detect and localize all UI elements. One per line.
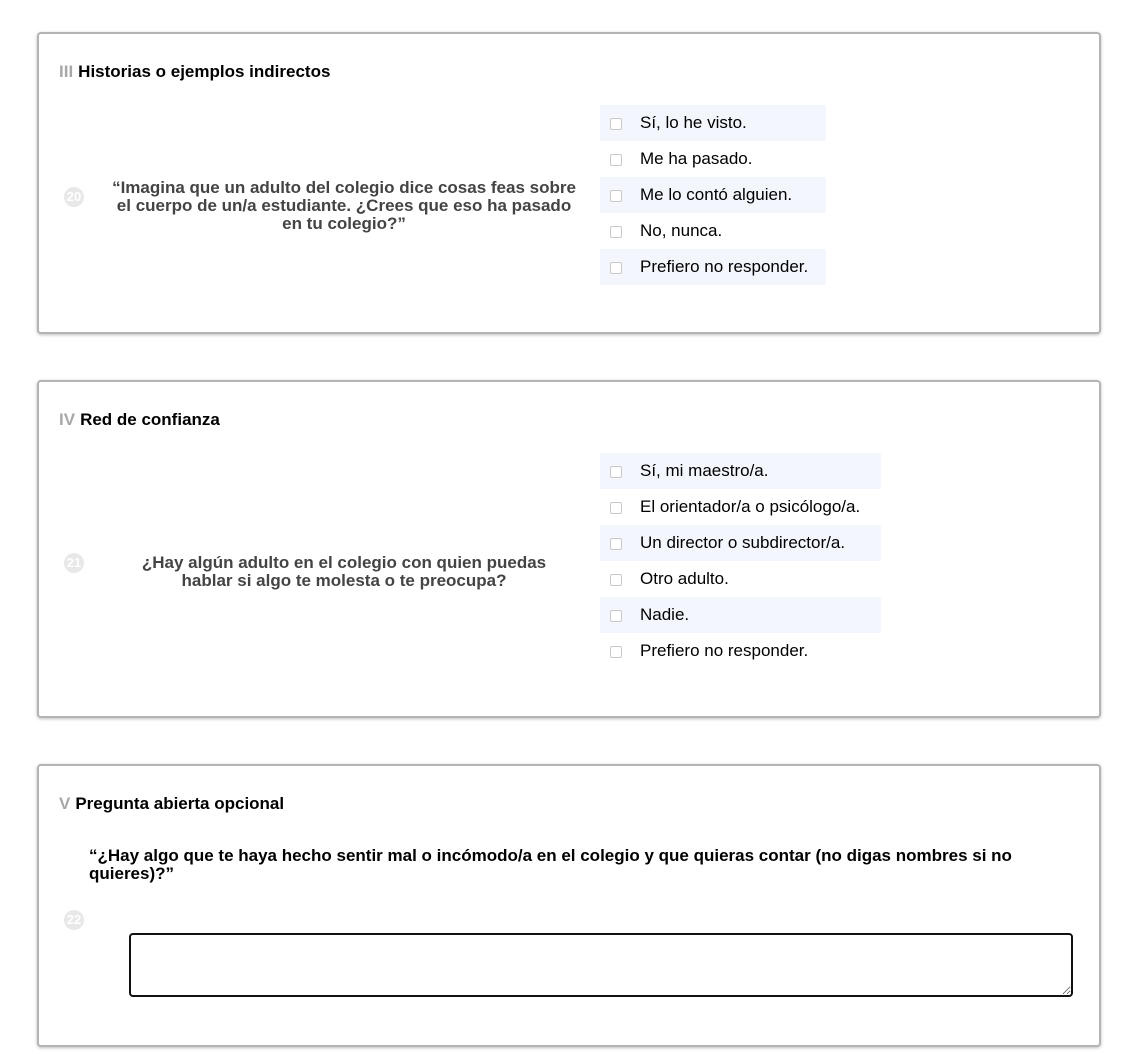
section-number: III	[59, 62, 74, 81]
option-me-ha-pasado[interactable]	[600, 141, 826, 177]
option-no-nunca[interactable]	[600, 213, 826, 249]
section-title	[59, 794, 284, 814]
option-label: Sí, mi maestro/a.	[640, 461, 769, 480]
checkbox[interactable]	[610, 154, 622, 166]
checkbox[interactable]	[610, 466, 622, 478]
option-label: El orientador/a o psicólogo/a.	[640, 497, 861, 516]
option-prefiero-no-responder[interactable]	[600, 249, 826, 285]
checkbox[interactable]	[610, 574, 622, 586]
option-si-lo-he-visto[interactable]	[600, 105, 826, 141]
option-label: Un director o subdirector/a.	[640, 533, 846, 552]
option-label: Prefiero no responder.	[640, 257, 809, 276]
checkbox[interactable]	[610, 502, 622, 514]
option-label: Me lo contó alguien.	[640, 185, 793, 204]
option-director[interactable]	[600, 525, 881, 561]
open-answer-textarea[interactable]	[129, 933, 1073, 997]
option-label: Nadie.	[640, 605, 690, 624]
section-title-text: Red de confianza	[80, 410, 220, 429]
section-number: IV	[59, 410, 76, 429]
option-label: No, nunca.	[640, 221, 723, 240]
option-orientador[interactable]	[600, 489, 881, 525]
checkbox[interactable]	[610, 262, 622, 274]
options-list	[600, 453, 881, 669]
question-number-badge: 20	[64, 187, 84, 207]
checkbox[interactable]	[610, 610, 622, 622]
section-card-pregunta-abierta	[37, 764, 1101, 1047]
question-text: “Imagina que un adulto del colegio dice cosas feas sobre el cuerpo de un/a estudiante. ¿Crees que eso ha pasado en tu colegio?”	[112, 178, 576, 233]
section-title	[59, 62, 330, 82]
question-text: ¿Hay algún adulto en el colegio con quien puedas hablar si algo te molesta o te preocupa?	[141, 553, 547, 590]
option-label: Me ha pasado.	[640, 149, 753, 168]
option-label: Otro adulto.	[640, 569, 729, 588]
options-list	[600, 105, 826, 285]
option-otro-adulto[interactable]	[600, 561, 881, 597]
checkbox[interactable]	[610, 538, 622, 550]
option-label: Prefiero no responder.	[640, 641, 809, 660]
option-prefiero-no-responder[interactable]	[600, 633, 881, 669]
question-text: “¿Hay algo que te haya hecho sentir mal o incómodo/a en el colegio y que quieras contar (no digas nombres si no quieres)?”	[89, 846, 1012, 883]
option-mi-maestro[interactable]	[600, 453, 881, 489]
section-title-text: Historias o ejemplos indirectos	[78, 62, 331, 81]
section-card-red-de-confianza	[37, 380, 1101, 718]
section-title-text: Pregunta abierta opcional	[75, 794, 285, 813]
section-number: V	[59, 794, 71, 813]
option-label: Sí, lo he visto.	[640, 113, 747, 132]
question-number-badge: 21	[64, 553, 84, 573]
question-number-badge: 22	[64, 910, 84, 930]
section-title	[59, 410, 220, 430]
checkbox[interactable]	[610, 118, 622, 130]
section-card-historias	[37, 32, 1101, 334]
checkbox[interactable]	[610, 226, 622, 238]
option-me-lo-conto-alguien[interactable]	[600, 177, 826, 213]
checkbox[interactable]	[610, 646, 622, 658]
option-nadie[interactable]	[600, 597, 881, 633]
checkbox[interactable]	[610, 190, 622, 202]
